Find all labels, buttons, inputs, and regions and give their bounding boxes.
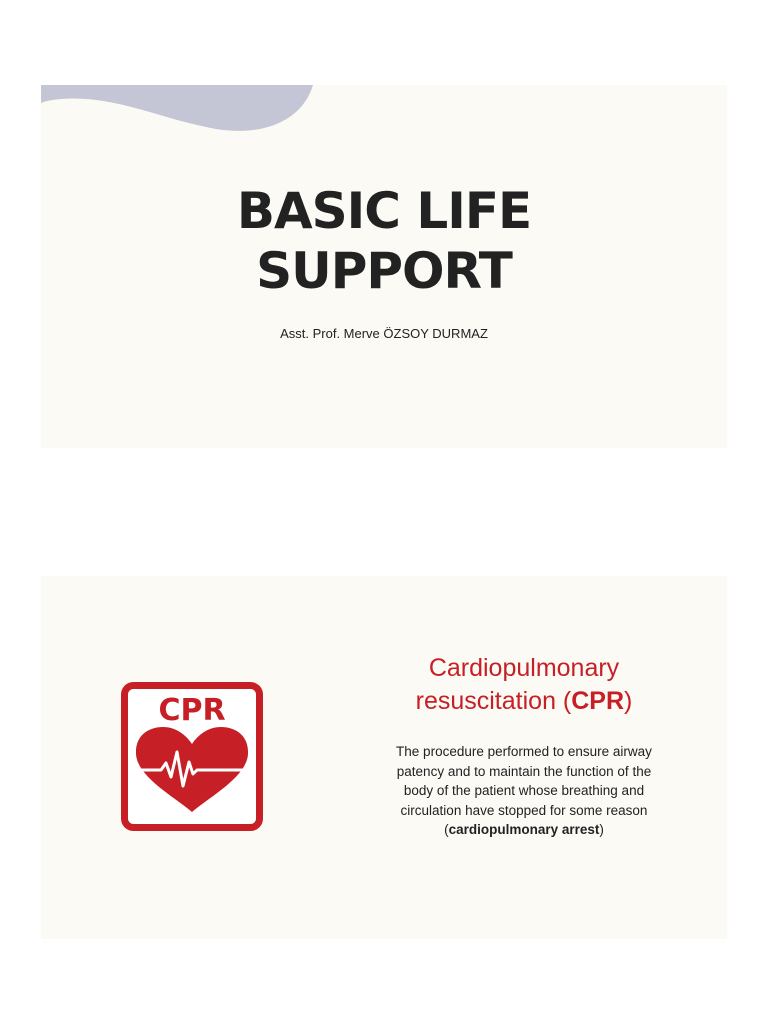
heading-line-1: Cardiopulmonary (428, 654, 620, 682)
decorative-wave (41, 85, 321, 135)
heading-line-2-prefix: resuscitation ( (415, 687, 572, 715)
title-slide (41, 85, 727, 448)
title-line-2: SUPPORT (256, 242, 512, 300)
cpr-slide (41, 576, 727, 939)
desc-emphasis: cardiopulmonary arrest (448, 822, 600, 837)
cpr-logo-text: CPR (158, 693, 226, 728)
title-line-1: BASIC LIFE (236, 182, 532, 240)
heading-abbrev: CPR (571, 687, 625, 715)
description-text: The procedure performed to ensure airway patency and to maintain the function of the body of the patient whose breathing and circulation have stopped for some reason (396, 744, 652, 818)
desc-paren-open: ( (444, 822, 449, 837)
heading-line-2-suffix: ) (624, 687, 633, 715)
desc-paren-close: ) (599, 822, 604, 837)
cpr-heading (371, 652, 677, 718)
author-name: Asst. Prof. Merve ÖZSOY DURMAZ (280, 326, 488, 341)
cpr-logo (121, 682, 263, 831)
cpr-description (381, 742, 667, 840)
page-title (41, 181, 727, 301)
